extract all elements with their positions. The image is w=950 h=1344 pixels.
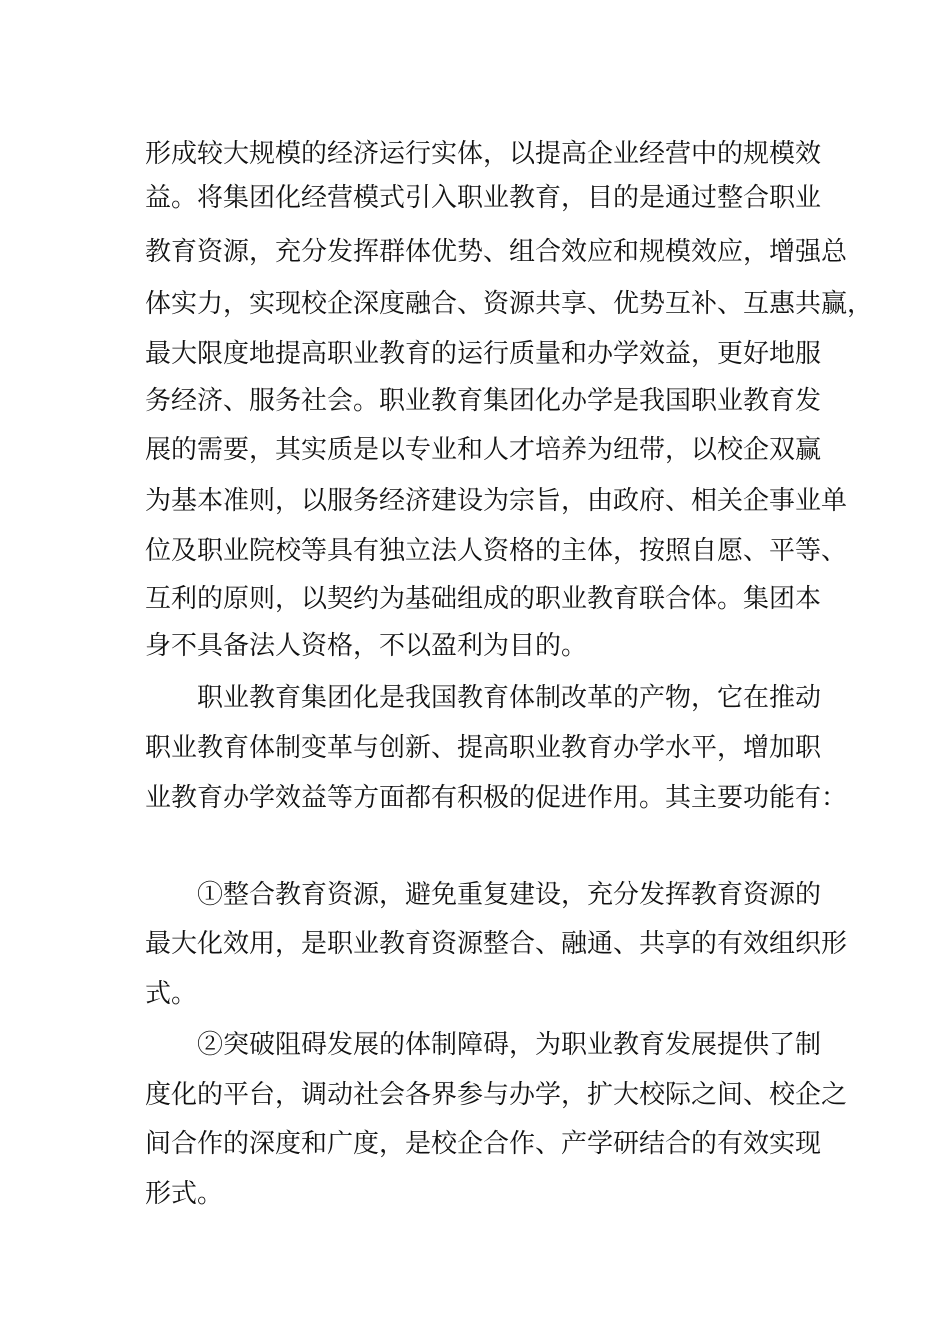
text-line: 最大化效用，是职业教育资源整合、融通、共享的有效组织形 bbox=[145, 929, 848, 959]
text-line: 务经济、服务社会。职业教育集团化办学是我国职业教育发 bbox=[145, 386, 822, 416]
text-line: 职业教育体制变革与创新、提高职业教育办学水平，增加职 bbox=[145, 733, 822, 763]
text-line: 形式。 bbox=[145, 1179, 224, 1209]
text-line: 间合作的深度和广度，是校企合作、产学研结合的有效实现 bbox=[145, 1129, 822, 1159]
text-line: 式。 bbox=[145, 979, 198, 1009]
text-line: 展的需要，其实质是以专业和人才培养为纽带，以校企双赢 bbox=[145, 435, 822, 465]
text-line: 形成较大规模的经济运行实体，以提高企业经营中的规模效 bbox=[145, 139, 822, 169]
text-line: 为基本准则，以服务经济建设为宗旨，由政府、相关企事业单 bbox=[145, 486, 848, 516]
text-line: ①整合教育资源，避免重复建设，充分发挥教育资源的 bbox=[197, 880, 822, 910]
text-line: 教育资源，充分发挥群体优势、组合效应和规模效应，增强总 bbox=[145, 237, 848, 267]
text-line: 互利的原则，以契约为基础组成的职业教育联合体。集团本 bbox=[145, 584, 822, 614]
text-line: 体实力，实现校企深度融合、资源共享、优势互补、互惠共赢， bbox=[145, 289, 874, 319]
text-line: 业教育办学效益等方面都有积极的促进作用。其主要功能有： bbox=[145, 783, 848, 813]
text-line: 位及职业院校等具有独立法人资格的主体，按照自愿、平等、 bbox=[145, 536, 848, 566]
text-line: 职业教育集团化是我国教育体制改革的产物，它在推动 bbox=[197, 683, 822, 713]
text-line: 益。将集团化经营模式引入职业教育，目的是通过整合职业 bbox=[145, 183, 822, 213]
text-line: 度化的平台，调动社会各界参与办学，扩大校际之间、校企之 bbox=[145, 1080, 848, 1110]
text-line: 身不具备法人资格，不以盈利为目的。 bbox=[145, 631, 588, 661]
text-line: 最大限度地提高职业教育的运行质量和办学效益，更好地服 bbox=[145, 339, 822, 369]
text-line: ②突破阻碍发展的体制障碍，为职业教育发展提供了制 bbox=[197, 1030, 822, 1060]
